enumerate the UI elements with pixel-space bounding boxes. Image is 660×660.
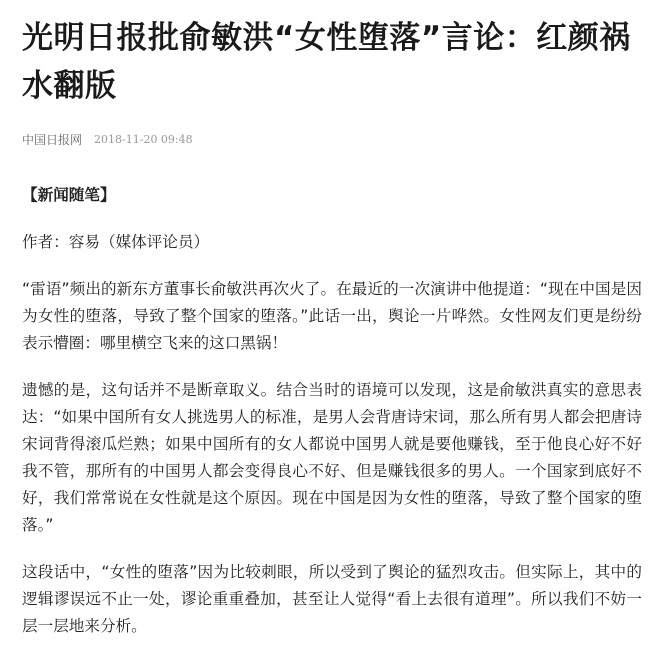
publish-timestamp: 2018-11-20 09:48 [94, 133, 193, 146]
byline: 作者：容易（媒体评论员） [22, 233, 210, 251]
article-headline: 光明日报批俞敏洪“女性堕落”言论：红颜祸水翻版 [22, 20, 631, 104]
paragraph: 这段话中，“女性的堕落”因为比较刺眼，所以受到了舆论的猛烈攻击。但实际上，其中的逻辑谬误远不止一处，谬论重重叠加，甚至让人觉得“看上去很有道理”。所以我们不妨一层一层地来分析。 [22, 563, 642, 635]
section-tag: 【新闻随笔】 [22, 186, 116, 204]
article-body [22, 182, 642, 640]
paragraph: 遗憾的是，这句话并不是断章取义。结合当时的语境可以发现，这是俞敏洪真实的意思表达：“如果中国所有女人挑选男人的标准，是男人会背唐诗宋词，那么所有男人都会把唐诗宋词背得滚瓜烂熟；如果中国所有的女人都说中国男人就是要他赚钱，至于他良心好不好我不管，那所有的中国男人都会变得良心不好、但是赚钱很多的男人。一个国家到底好不好，我们常常说在女性就是这个原因。现在中国是因为女性的堕落，导致了整个国家的堕落。” [22, 381, 642, 534]
article [22, 14, 642, 660]
article-meta [22, 128, 642, 152]
paragraph: “雷语”频出的新东方董事长俞敏洪再次火了。在最近的一次演讲中他提道：“现在中国是因为女性的堕落，导致了整个国家的堕落。”此话一出，舆论一片哗然。女性网友们更是纷纷表示懵圈：哪里横空飞来的这口黑锅！ [22, 280, 642, 352]
source-link[interactable]: 中国日报网 [22, 133, 83, 147]
